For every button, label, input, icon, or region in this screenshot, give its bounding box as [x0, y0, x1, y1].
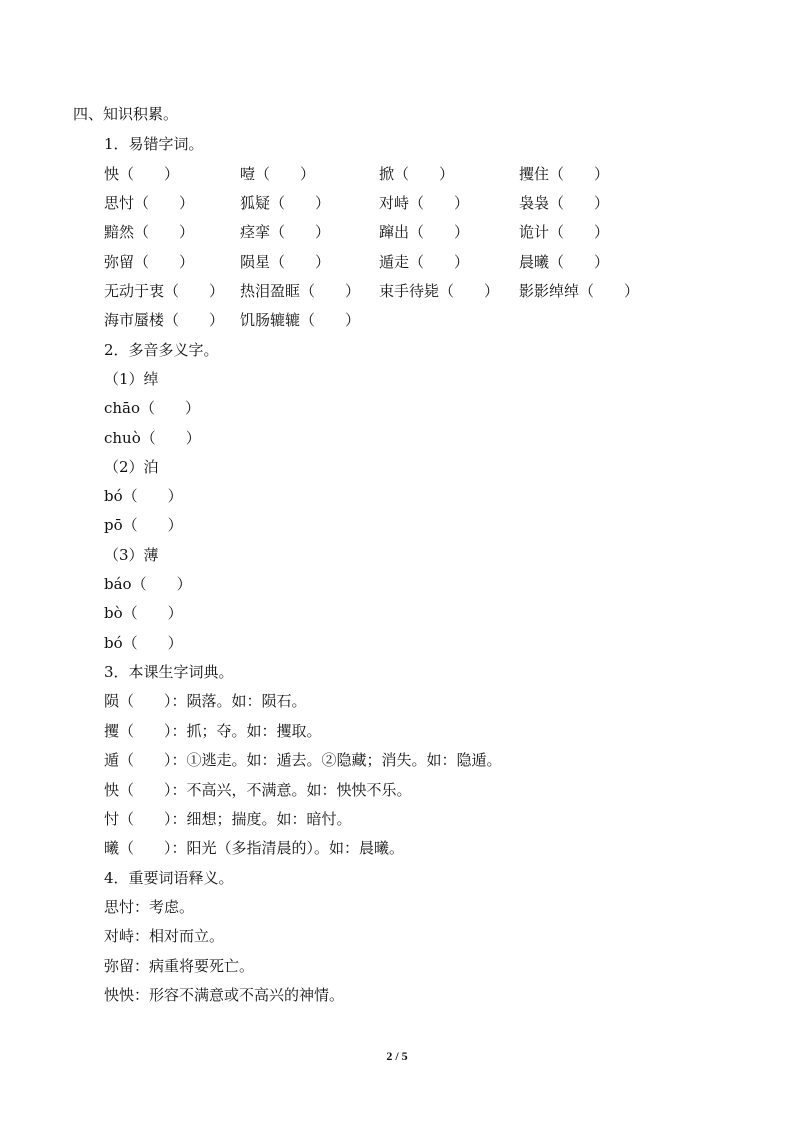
- typo-item: 怏（ ）: [104, 165, 180, 183]
- typo-item: 陨星（ ）: [240, 253, 331, 271]
- dictionary-entry: 忖（ ）：细想；揣度。如：暗忖。: [104, 810, 352, 828]
- typo-item: 诡计（ ）: [519, 223, 610, 241]
- typo-row: [0, 222, 794, 242]
- typo-item: 束手待毙（ ）: [379, 282, 500, 300]
- typo-item: 弥留（ ）: [104, 253, 195, 271]
- pinyin-item: chuò（ ）: [104, 429, 201, 447]
- part2-title: 2．多音多义字。: [104, 341, 219, 359]
- typo-item: 噎（ ）: [240, 165, 316, 183]
- polyphone-group-head: （2）泊: [104, 458, 159, 476]
- typo-item: 掀（ ）: [379, 165, 455, 183]
- typo-row: [0, 252, 794, 272]
- polyphone-group-head: （3）薄: [104, 546, 159, 564]
- typo-item: 袅袅（ ）: [519, 194, 610, 212]
- typo-item: 蹿出（ ）: [379, 223, 470, 241]
- typo-row: [0, 193, 794, 213]
- part3-title: 3．本课生字词典。: [104, 663, 234, 681]
- typo-item: 饥肠辘辘（ ）: [240, 311, 361, 329]
- definition-line: 怏怏：形容不满意或不高兴的神情。: [104, 986, 345, 1004]
- part4-title: 4．重要词语释义。: [104, 869, 234, 887]
- typo-item: 热泪盈眶（ ）: [240, 282, 361, 300]
- typo-item: 对峙（ ）: [379, 194, 470, 212]
- typo-item: 狐疑（ ）: [240, 194, 331, 212]
- part1-title: 1．易错字词。: [104, 135, 204, 153]
- typo-item: 影影绰绰（ ）: [519, 282, 640, 300]
- dictionary-entry: 陨（ ）：陨落。如：陨石。: [104, 692, 307, 710]
- typo-item: 痉挛（ ）: [240, 223, 331, 241]
- typo-row: [0, 164, 794, 184]
- page-number: 2 / 5: [386, 1049, 408, 1063]
- typo-item: 遁走（ ）: [379, 253, 470, 271]
- pinyin-item: báo（ ）: [104, 575, 192, 593]
- typo-item: 晨曦（ ）: [519, 253, 610, 271]
- dictionary-entry: 怏（ ）：不高兴，不满意。如：怏怏不乐。: [104, 781, 412, 799]
- pinyin-item: chāo（ ）: [104, 399, 201, 417]
- definition-line: 思忖：考虑。: [104, 898, 195, 916]
- dictionary-entry: 遁（ ）：①逃走。如：遁去。②隐藏；消失。如：隐遁。: [104, 751, 502, 769]
- typo-item: 海市蜃楼（ ）: [104, 311, 225, 329]
- pinyin-item: bò（ ）: [104, 604, 183, 622]
- definition-line: 弥留：病重将要死亡。: [104, 957, 255, 975]
- pinyin-item: pō（ ）: [104, 516, 183, 534]
- typo-row: [0, 281, 794, 301]
- definition-line: 对峙：相对而立。: [104, 927, 225, 945]
- pinyin-item: bó（ ）: [104, 487, 183, 505]
- typo-row: [0, 310, 794, 330]
- section-title: 四、知识积累。: [73, 105, 179, 123]
- pinyin-item: bó（ ）: [104, 634, 183, 652]
- typo-item: 无动于衷（ ）: [104, 282, 225, 300]
- typo-item: 攫住（ ）: [519, 165, 610, 183]
- typo-item: 思忖（ ）: [104, 194, 195, 212]
- dictionary-entry: 曦（ ）：阳光（多指清晨的）。如：晨曦。: [104, 839, 405, 857]
- dictionary-entry: 攫（ ）：抓；夺。如：攫取。: [104, 722, 322, 740]
- polyphone-group-head: （1）绰: [104, 370, 159, 388]
- typo-item: 黯然（ ）: [104, 223, 195, 241]
